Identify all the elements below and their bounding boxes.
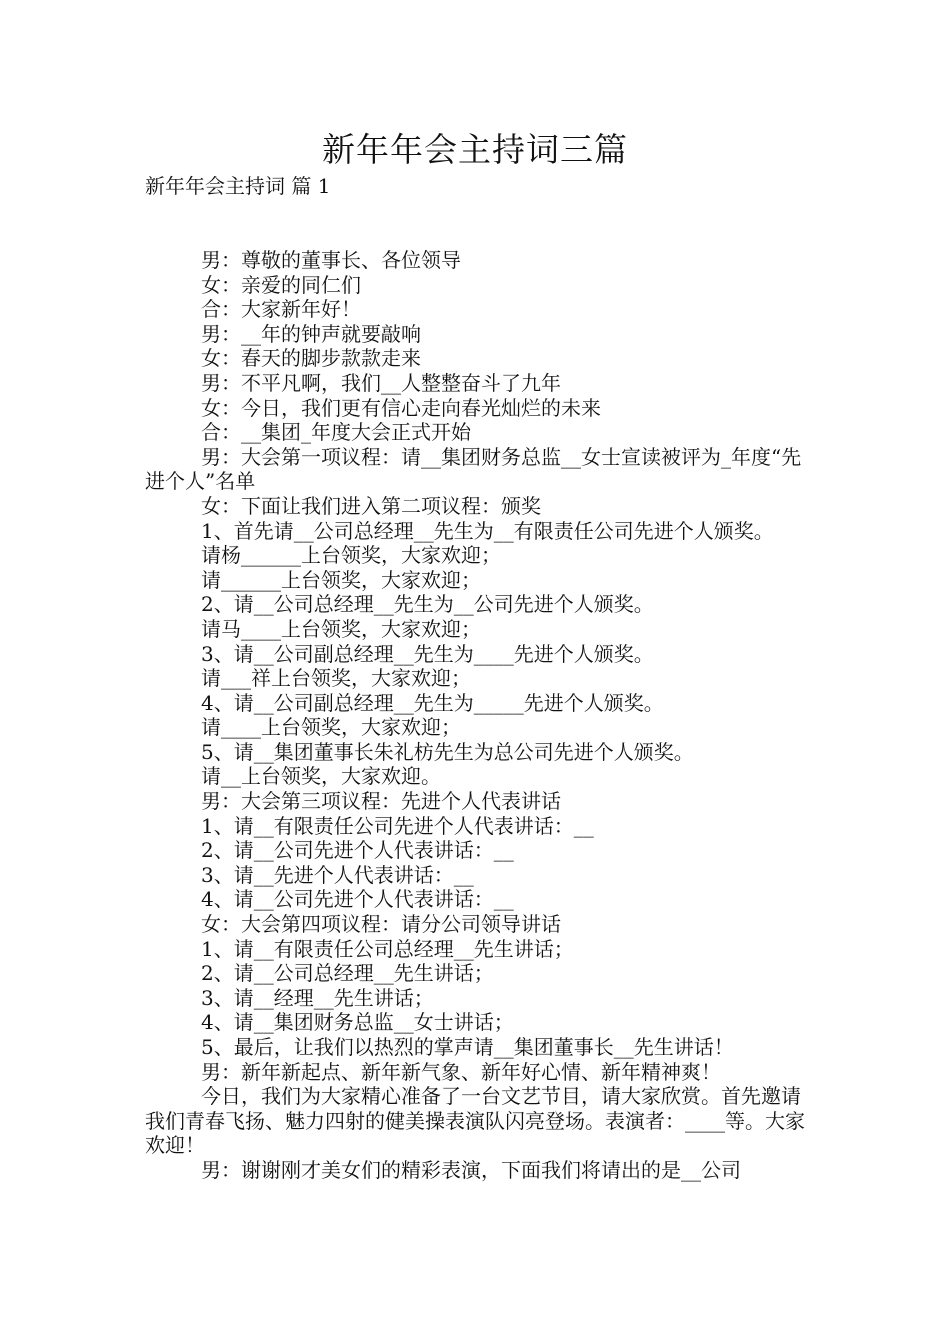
paragraph: 男：大会第三项议程：先进个人代表讲话: [201, 789, 561, 814]
paragraph: 男：新年新起点、新年新气象、新年好心情、新年精神爽！: [201, 1059, 721, 1084]
paragraph: 合：大家新年好！: [201, 297, 361, 322]
paragraph: 女：下面让我们进入第二项议程：颁奖: [201, 493, 541, 518]
paragraph: 请__上台领奖，大家欢迎。: [201, 764, 441, 789]
paragraph: 男：大会第一项议程：请__集团财务总监__女士宣读被评为_年度“先进个人”名单: [145, 444, 802, 494]
paragraph: 男：谢谢刚才美女们的精彩表演，下面我们将请出的是__公司: [201, 1157, 741, 1182]
paragraph: 3、请__公司副总经理__先生为____先进个人颁奖。: [201, 641, 654, 666]
paragraph: 女：今日，我们更有信心走向春光灿烂的未来: [201, 395, 601, 420]
paragraph: 4、请__集团财务总监__女士讲话；: [201, 1010, 514, 1035]
paragraph: 4、请__公司先进个人代表讲话：__: [201, 887, 514, 912]
paragraph: 请___祥上台领奖，大家欢迎；: [201, 666, 471, 691]
paragraph: 3、请__经理__先生讲话；: [201, 985, 434, 1010]
paragraph: 3、请__先进个人代表讲话：__: [201, 862, 474, 887]
paragraph: 女：春天的脚步款款走来: [201, 346, 421, 371]
paragraph: 1、首先请__公司总经理__先生为__有限责任公司先进个人颁奖。: [201, 518, 774, 543]
paragraph: 今日，我们为大家精心准备了一台文艺节目，请大家欣赏。首先邀请我们青春飞扬、魅力四射的健美操表演队闪亮登场。表演者：____等。大家欢迎！: [145, 1084, 805, 1158]
paragraph: 1、请__有限责任公司先进个人代表讲话：__: [201, 813, 594, 838]
paragraph: 5、最后，让我们以热烈的掌声请__集团董事长__先生讲话！: [201, 1035, 734, 1059]
paragraph: 请______上台领奖，大家欢迎；: [201, 567, 481, 592]
paragraph: 请杨______上台领奖，大家欢迎；: [201, 543, 501, 568]
paragraph: 男：__年的钟声就要敲响: [201, 321, 421, 346]
paragraph: 合：__集团_年度大会正式开始: [201, 420, 471, 445]
paragraph: 男：不平凡啊，我们__人整整奋斗了九年: [201, 370, 561, 395]
paragraph: 1、请__有限责任公司总经理__先生讲话；: [201, 936, 574, 961]
paragraph: 4、请__公司副总经理__先生为_____先进个人颁奖。: [201, 690, 664, 715]
document-title: 新年年会主持词三篇: [322, 130, 628, 169]
paragraph: 请____上台领奖，大家欢迎；: [201, 715, 461, 740]
paragraph: 男：尊敬的董事长、各位领导: [201, 248, 461, 272]
paragraph: 女：亲爱的同仁们: [201, 272, 361, 297]
paragraph: 2、请__公司总经理__先生讲话；: [201, 961, 494, 986]
paragraph: 女：大会第四项议程：请分公司领导讲话: [201, 912, 561, 937]
document-body: [145, 248, 810, 1183]
paragraph: 请马____上台领奖，大家欢迎；: [201, 616, 481, 641]
section-heading: 新年年会主持词 篇 1: [145, 174, 331, 198]
paragraph: 5、请__集团董事长朱礼枋先生为总公司先进个人颁奖。: [201, 739, 694, 764]
paragraph: 2、请__公司总经理__先生为__公司先进个人颁奖。: [201, 592, 654, 617]
paragraph: 2、请__公司先进个人代表讲话：__: [201, 838, 514, 863]
